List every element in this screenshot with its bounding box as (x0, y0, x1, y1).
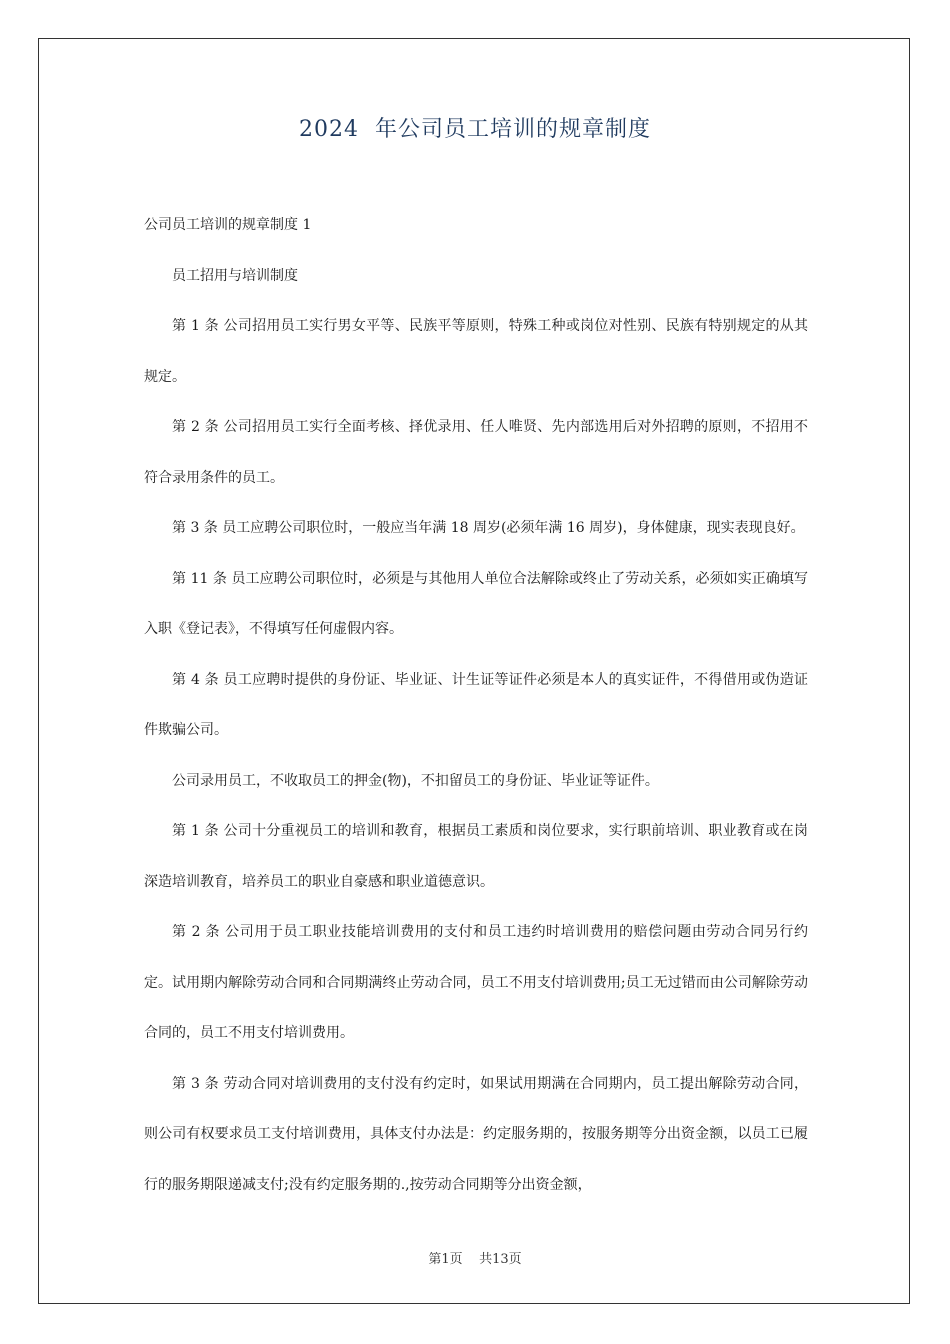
paragraph: 第 4 条 员工应聘时提供的身份证、毕业证、计生证等证件必须是本人的真实证件，不得借用或伪造证件欺骗公司。 (144, 671, 808, 738)
document-body (144, 200, 808, 1210)
section-heading: 公司员工培训的规章制度 1 (144, 217, 312, 233)
document-title: 2024 年公司员工培训的规章制度 (299, 117, 651, 142)
paragraph: 公司录用员工，不收取员工的押金(物)，不扣留员工的身份证、毕业证等证件。 (172, 772, 659, 789)
page-number-footer: 第1页 共13页 (428, 1252, 522, 1267)
paragraph: 第 11 条 员工应聘公司职位时，必须是与其他用人单位合法解除或终止了劳动关系，必须如实正确填写入职《登记表》，不得填写任何虚假内容。 (144, 570, 808, 637)
paragraph: 第 1 条 公司十分重视员工的培训和教育，根据员工素质和岗位要求，实行职前培训、职业教育或在岗深造培训教育，培养员工的职业自豪感和职业道德意识。 (144, 823, 808, 890)
paragraph: 第 3 条 劳动合同对培训费用的支付没有约定时，如果试用期满在合同期内，员工提出解除劳动合同，则公司有权要求员工支付培训费用，具体支付办法是：约定服务期的，按服务期等分出资金额，以员工已履行的服务期限递减支付;没有约定服务期的.,按劳动合同期等分出资金额， (144, 1075, 808, 1193)
paragraph: 第 2 条 公司用于员工职业技能培训费用的支付和员工违约时培训费用的赔偿问题由劳动合同另行约定。试用期内解除劳动合同和合同期满终止劳动合同，员工不用支付培训费用;员工无过错而由公司解除劳动合同的，员工不用支付培训费用。 (144, 924, 808, 1041)
paragraph: 第 2 条 公司招用员工实行全面考核、择优录用、任人唯贤、先内部选用后对外招聘的原则，不招用不符合录用条件的员工。 (144, 419, 808, 486)
paragraph-subheading: 员工招用与培训制度 (172, 267, 298, 284)
paragraph: 第 1 条 公司招用员工实行男女平等、民族平等原则，特殊工种或岗位对性别、民族有特别规定的从其规定。 (144, 318, 808, 385)
paragraph: 第 3 条 员工应聘公司职位时，一般应当年满 18 周岁(必须年满 16 周岁)，身体健康，现实表现良好。 (172, 520, 805, 536)
